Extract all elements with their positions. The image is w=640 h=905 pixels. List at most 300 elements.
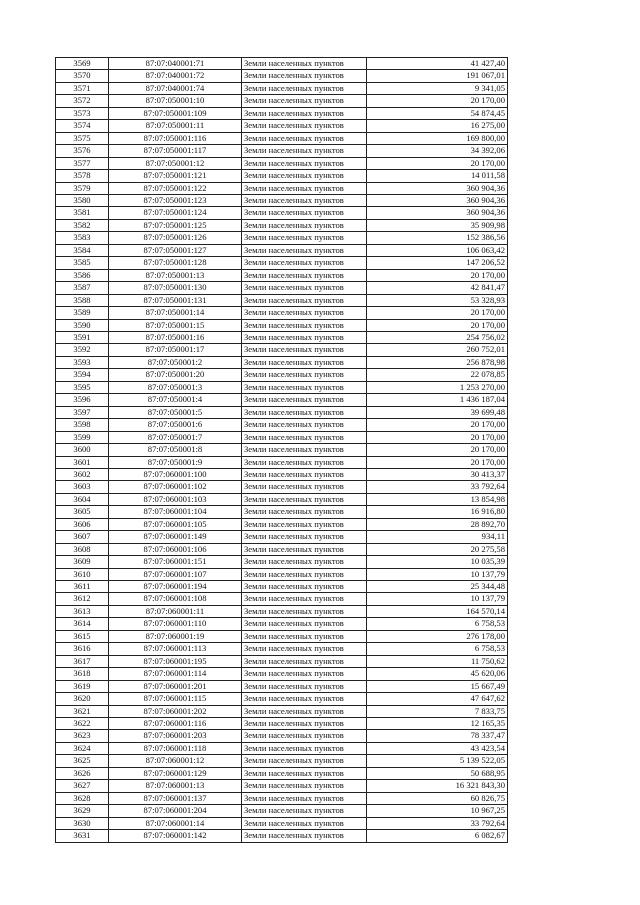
cadastral-number-cell: 87:07:060001:201 [109, 680, 242, 692]
row-number-cell: 3608 [56, 543, 109, 555]
cadastral-number-cell: 87:07:050001:128 [109, 257, 242, 269]
table-row [56, 605, 508, 617]
cadastral-value-cell: 10 137,79 [367, 593, 508, 605]
land-category-cell: Земли населенных пунктов [242, 120, 367, 132]
cadastral-number-cell: 87:07:050001:8 [109, 444, 242, 456]
land-category-cell: Земли населенных пунктов [242, 755, 367, 767]
table-row [56, 381, 508, 393]
table-row [56, 767, 508, 779]
land-category-cell: Земли населенных пунктов [242, 556, 367, 568]
row-number-cell: 3578 [56, 170, 109, 182]
cadastral-number-cell: 87:07:060001:114 [109, 668, 242, 680]
land-category-cell: Земли населенных пунктов [242, 132, 367, 144]
cadastral-value-cell: 45 620,06 [367, 668, 508, 680]
table-row [56, 294, 508, 306]
cadastral-value-cell: 6 758,53 [367, 643, 508, 655]
cadastral-value-cell: 54 874,45 [367, 107, 508, 119]
cadastral-value-cell: 50 688,95 [367, 767, 508, 779]
table-row [56, 830, 508, 842]
row-number-cell: 3629 [56, 805, 109, 817]
cadastral-value-cell: 15 667,49 [367, 680, 508, 692]
table-row [56, 468, 508, 480]
cadastral-value-cell: 22 078,85 [367, 369, 508, 381]
land-category-cell: Земли населенных пунктов [242, 693, 367, 705]
row-number-cell: 3574 [56, 120, 109, 132]
row-number-cell: 3631 [56, 830, 109, 842]
row-number-cell: 3604 [56, 493, 109, 505]
land-category-cell: Земли населенных пунктов [242, 680, 367, 692]
land-category-cell: Земли населенных пунктов [242, 456, 367, 468]
table-row [56, 369, 508, 381]
cadastral-value-cell: 35 909,98 [367, 219, 508, 231]
cadastral-number-cell: 87:07:050001:116 [109, 132, 242, 144]
table-row [56, 680, 508, 692]
land-category-cell: Земли населенных пунктов [242, 70, 367, 82]
cadastral-value-cell: 41 427,40 [367, 58, 508, 70]
cadastral-value-cell: 16 916,80 [367, 506, 508, 518]
row-number-cell: 3617 [56, 655, 109, 667]
table-row [56, 207, 508, 219]
land-category-cell: Земли населенных пунктов [242, 419, 367, 431]
row-number-cell: 3576 [56, 145, 109, 157]
table-row [56, 643, 508, 655]
cadastral-value-cell: 60 826,75 [367, 792, 508, 804]
land-category-cell: Земли населенных пунктов [242, 82, 367, 94]
cadastral-value-cell: 16 321 843,30 [367, 780, 508, 792]
land-category-cell: Земли населенных пунктов [242, 780, 367, 792]
land-category-cell: Земли населенных пунктов [242, 194, 367, 206]
row-number-cell: 3621 [56, 705, 109, 717]
row-number-cell: 3583 [56, 232, 109, 244]
table-row [56, 107, 508, 119]
land-category-cell: Земли населенных пунктов [242, 830, 367, 842]
row-number-cell: 3599 [56, 431, 109, 443]
cadastral-value-cell: 20 170,00 [367, 157, 508, 169]
row-number-cell: 3600 [56, 444, 109, 456]
cadastral-value-cell: 30 413,37 [367, 468, 508, 480]
cadastral-number-cell: 87:07:060001:115 [109, 693, 242, 705]
row-number-cell: 3585 [56, 257, 109, 269]
cadastral-value-cell: 254 756,02 [367, 331, 508, 343]
row-number-cell: 3625 [56, 755, 109, 767]
land-category-cell: Земли населенных пунктов [242, 581, 367, 593]
row-number-cell: 3582 [56, 219, 109, 231]
row-number-cell: 3579 [56, 182, 109, 194]
table-row [56, 319, 508, 331]
cadastral-value-cell: 20 170,00 [367, 456, 508, 468]
cadastral-value-cell: 6 758,53 [367, 618, 508, 630]
land-category-cell: Земли населенных пунктов [242, 157, 367, 169]
row-number-cell: 3622 [56, 718, 109, 730]
land-category-cell: Земли населенных пунктов [242, 568, 367, 580]
cadastral-number-cell: 87:07:050001:123 [109, 194, 242, 206]
cadastral-value-cell: 360 904,36 [367, 182, 508, 194]
cadastral-number-cell: 87:07:050001:7 [109, 431, 242, 443]
land-category-cell: Земли населенных пунктов [242, 356, 367, 368]
cadastral-number-cell: 87:07:060001:118 [109, 742, 242, 754]
cadastral-value-cell: 6 082,67 [367, 830, 508, 842]
land-category-cell: Земли населенных пунктов [242, 767, 367, 779]
land-category-cell: Земли населенных пунктов [242, 705, 367, 717]
row-number-cell: 3630 [56, 817, 109, 829]
table-row [56, 95, 508, 107]
row-number-cell: 3606 [56, 518, 109, 530]
land-category-cell: Земли населенных пунктов [242, 207, 367, 219]
cadastral-number-cell: 87:07:060001:107 [109, 568, 242, 580]
cadastral-value-cell: 16 275,00 [367, 120, 508, 132]
cadastral-value-cell: 12 165,35 [367, 718, 508, 730]
cadastral-value-cell: 152 386,56 [367, 232, 508, 244]
cadastral-value-cell: 20 170,00 [367, 444, 508, 456]
row-number-cell: 3623 [56, 730, 109, 742]
land-category-cell: Земли населенных пунктов [242, 718, 367, 730]
row-number-cell: 3613 [56, 605, 109, 617]
table-row [56, 82, 508, 94]
row-number-cell: 3580 [56, 194, 109, 206]
land-category-cell: Земли населенных пунктов [242, 481, 367, 493]
cadastral-value-cell: 1 436 187,04 [367, 394, 508, 406]
row-number-cell: 3611 [56, 581, 109, 593]
cadastral-number-cell: 87:07:050001:3 [109, 381, 242, 393]
land-category-cell: Земли населенных пунктов [242, 58, 367, 70]
cadastral-number-cell: 87:07:060001:113 [109, 643, 242, 655]
cadastral-number-cell: 87:07:060001:14 [109, 817, 242, 829]
cadastral-number-cell: 87:07:060001:194 [109, 581, 242, 593]
table-row [56, 282, 508, 294]
cadastral-number-cell: 87:07:050001:11 [109, 120, 242, 132]
table-row [56, 182, 508, 194]
cadastral-value-cell: 5 139 522,05 [367, 755, 508, 767]
land-category-cell: Земли населенных пунктов [242, 431, 367, 443]
row-number-cell: 3609 [56, 556, 109, 568]
land-category-cell: Земли населенных пунктов [242, 543, 367, 555]
cadastral-value-cell: 164 570,14 [367, 605, 508, 617]
cadastral-number-cell: 87:07:060001:110 [109, 618, 242, 630]
table-row [56, 406, 508, 418]
cadastral-number-cell: 87:07:050001:16 [109, 331, 242, 343]
table-row [56, 132, 508, 144]
cadastral-number-cell: 87:07:050001:2 [109, 356, 242, 368]
table-row [56, 493, 508, 505]
table-row [56, 780, 508, 792]
row-number-cell: 3610 [56, 568, 109, 580]
cadastral-number-cell: 87:07:050001:10 [109, 95, 242, 107]
cadastral-value-cell: 169 800,00 [367, 132, 508, 144]
land-category-cell: Земли населенных пунктов [242, 182, 367, 194]
cadastral-number-cell: 87:07:040001:71 [109, 58, 242, 70]
land-category-cell: Земли населенных пунктов [242, 294, 367, 306]
row-number-cell: 3598 [56, 419, 109, 431]
row-number-cell: 3593 [56, 356, 109, 368]
cadastral-value-cell: 20 170,00 [367, 431, 508, 443]
table-row [56, 630, 508, 642]
table-row [56, 145, 508, 157]
row-number-cell: 3570 [56, 70, 109, 82]
row-number-cell: 3581 [56, 207, 109, 219]
table-row [56, 356, 508, 368]
land-category-cell: Земли населенных пунктов [242, 107, 367, 119]
row-number-cell: 3597 [56, 406, 109, 418]
land-category-cell: Земли населенных пунктов [242, 593, 367, 605]
table-row [56, 170, 508, 182]
table-row [56, 742, 508, 754]
table-row [56, 444, 508, 456]
row-number-cell: 3628 [56, 792, 109, 804]
cadastral-number-cell: 87:07:050001:4 [109, 394, 242, 406]
cadastral-number-cell: 87:07:060001:195 [109, 655, 242, 667]
table-row [56, 593, 508, 605]
table-row [56, 431, 508, 443]
cadastral-number-cell: 87:07:060001:108 [109, 593, 242, 605]
cadastral-number-cell: 87:07:050001:6 [109, 419, 242, 431]
cadastral-value-cell: 934,11 [367, 531, 508, 543]
cadastral-number-cell: 87:07:050001:131 [109, 294, 242, 306]
row-number-cell: 3588 [56, 294, 109, 306]
land-category-cell: Земли населенных пунктов [242, 170, 367, 182]
cadastral-number-cell: 87:07:060001:13 [109, 780, 242, 792]
cadastral-value-cell: 20 170,00 [367, 95, 508, 107]
cadastral-number-cell: 87:07:060001:100 [109, 468, 242, 480]
row-number-cell: 3592 [56, 344, 109, 356]
cadastral-number-cell: 87:07:050001:126 [109, 232, 242, 244]
cadastral-value-cell: 10 035,39 [367, 556, 508, 568]
row-number-cell: 3605 [56, 506, 109, 518]
cadastral-value-cell: 14 011,58 [367, 170, 508, 182]
cadastral-number-cell: 87:07:050001:12 [109, 157, 242, 169]
row-number-cell: 3571 [56, 82, 109, 94]
land-registry-table [55, 57, 508, 843]
cadastral-value-cell: 43 423,54 [367, 742, 508, 754]
land-category-cell: Земли населенных пунктов [242, 244, 367, 256]
table-row [56, 755, 508, 767]
cadastral-value-cell: 11 750,62 [367, 655, 508, 667]
cadastral-number-cell: 87:07:050001:124 [109, 207, 242, 219]
table-row [56, 456, 508, 468]
table-row [56, 543, 508, 555]
table-row [56, 419, 508, 431]
land-category-cell: Земли населенных пунктов [242, 381, 367, 393]
cadastral-number-cell: 87:07:060001:103 [109, 493, 242, 505]
cadastral-value-cell: 260 752,01 [367, 344, 508, 356]
cadastral-number-cell: 87:07:050001:13 [109, 269, 242, 281]
row-number-cell: 3590 [56, 319, 109, 331]
table-row [56, 693, 508, 705]
cadastral-value-cell: 33 792,64 [367, 481, 508, 493]
row-number-cell: 3584 [56, 244, 109, 256]
table-row [56, 730, 508, 742]
cadastral-number-cell: 87:07:060001:204 [109, 805, 242, 817]
land-category-cell: Земли населенных пунктов [242, 742, 367, 754]
table-row [56, 394, 508, 406]
land-category-cell: Земли населенных пунктов [242, 331, 367, 343]
table-row [56, 518, 508, 530]
cadastral-value-cell: 20 170,00 [367, 419, 508, 431]
row-number-cell: 3569 [56, 58, 109, 70]
cadastral-value-cell: 1 253 270,00 [367, 381, 508, 393]
cadastral-value-cell: 25 344,48 [367, 581, 508, 593]
table-row [56, 556, 508, 568]
cadastral-value-cell: 78 337,47 [367, 730, 508, 742]
land-category-cell: Земли населенных пунктов [242, 668, 367, 680]
table-row [56, 718, 508, 730]
land-category-cell: Земли населенных пунктов [242, 805, 367, 817]
land-category-cell: Земли населенных пунктов [242, 518, 367, 530]
table-row [56, 805, 508, 817]
cadastral-number-cell: 87:07:050001:109 [109, 107, 242, 119]
cadastral-value-cell: 20 170,00 [367, 269, 508, 281]
cadastral-number-cell: 87:07:050001:130 [109, 282, 242, 294]
cadastral-number-cell: 87:07:060001:142 [109, 830, 242, 842]
table-row [56, 331, 508, 343]
row-number-cell: 3619 [56, 680, 109, 692]
land-category-cell: Земли населенных пунктов [242, 643, 367, 655]
row-number-cell: 3612 [56, 593, 109, 605]
table-row [56, 232, 508, 244]
cadastral-value-cell: 20 170,00 [367, 319, 508, 331]
cadastral-value-cell: 53 328,93 [367, 294, 508, 306]
cadastral-number-cell: 87:07:060001:105 [109, 518, 242, 530]
land-category-cell: Земли населенных пунктов [242, 493, 367, 505]
table-row [56, 219, 508, 231]
cadastral-value-cell: 34 392,06 [367, 145, 508, 157]
table-row [56, 307, 508, 319]
row-number-cell: 3591 [56, 331, 109, 343]
cadastral-value-cell: 33 792,64 [367, 817, 508, 829]
table-row [56, 506, 508, 518]
cadastral-number-cell: 87:07:050001:20 [109, 369, 242, 381]
row-number-cell: 3601 [56, 456, 109, 468]
row-number-cell: 3572 [56, 95, 109, 107]
land-category-cell: Земли населенных пунктов [242, 344, 367, 356]
table-row [56, 668, 508, 680]
land-category-cell: Земли населенных пунктов [242, 630, 367, 642]
cadastral-number-cell: 87:07:060001:149 [109, 531, 242, 543]
cadastral-value-cell: 42 841,47 [367, 282, 508, 294]
land-category-cell: Земли населенных пунктов [242, 95, 367, 107]
land-category-cell: Земли населенных пунктов [242, 444, 367, 456]
row-number-cell: 3614 [56, 618, 109, 630]
land-category-cell: Земли населенных пунктов [242, 618, 367, 630]
land-category-cell: Земли населенных пунктов [242, 257, 367, 269]
table-row [56, 269, 508, 281]
table-row [56, 568, 508, 580]
land-category-cell: Земли населенных пунктов [242, 468, 367, 480]
cadastral-number-cell: 87:07:040001:74 [109, 82, 242, 94]
cadastral-value-cell: 20 275,58 [367, 543, 508, 555]
table-row [56, 705, 508, 717]
land-category-cell: Земли населенных пунктов [242, 817, 367, 829]
land-category-cell: Земли населенных пунктов [242, 730, 367, 742]
land-category-cell: Земли населенных пунктов [242, 307, 367, 319]
table-row [56, 531, 508, 543]
land-category-cell: Земли населенных пунктов [242, 506, 367, 518]
land-category-cell: Земли населенных пунктов [242, 792, 367, 804]
cadastral-number-cell: 87:07:060001:116 [109, 718, 242, 730]
land-category-cell: Земли населенных пунктов [242, 369, 367, 381]
row-number-cell: 3615 [56, 630, 109, 642]
row-number-cell: 3587 [56, 282, 109, 294]
cadastral-value-cell: 20 170,00 [367, 307, 508, 319]
cadastral-number-cell: 87:07:060001:12 [109, 755, 242, 767]
row-number-cell: 3602 [56, 468, 109, 480]
row-number-cell: 3607 [56, 531, 109, 543]
row-number-cell: 3573 [56, 107, 109, 119]
cadastral-number-cell: 87:07:050001:122 [109, 182, 242, 194]
cadastral-number-cell: 87:07:060001:137 [109, 792, 242, 804]
land-category-cell: Земли населенных пунктов [242, 269, 367, 281]
cadastral-number-cell: 87:07:050001:5 [109, 406, 242, 418]
table-row [56, 194, 508, 206]
land-category-cell: Земли населенных пунктов [242, 145, 367, 157]
cadastral-value-cell: 360 904,36 [367, 194, 508, 206]
row-number-cell: 3575 [56, 132, 109, 144]
cadastral-value-cell: 39 699,48 [367, 406, 508, 418]
cadastral-value-cell: 47 647,62 [367, 693, 508, 705]
table-row [56, 481, 508, 493]
land-category-cell: Земли населенных пунктов [242, 232, 367, 244]
row-number-cell: 3594 [56, 369, 109, 381]
cadastral-number-cell: 87:07:060001:203 [109, 730, 242, 742]
cadastral-number-cell: 87:07:050001:17 [109, 344, 242, 356]
table-row [56, 157, 508, 169]
land-category-cell: Земли населенных пунктов [242, 605, 367, 617]
row-number-cell: 3595 [56, 381, 109, 393]
cadastral-number-cell: 87:07:060001:102 [109, 481, 242, 493]
cadastral-number-cell: 87:07:050001:117 [109, 145, 242, 157]
cadastral-value-cell: 10 137,79 [367, 568, 508, 580]
row-number-cell: 3589 [56, 307, 109, 319]
cadastral-number-cell: 87:07:060001:19 [109, 630, 242, 642]
cadastral-value-cell: 9 341,05 [367, 82, 508, 94]
land-category-cell: Земли населенных пунктов [242, 531, 367, 543]
cadastral-value-cell: 28 892,70 [367, 518, 508, 530]
table-row [56, 618, 508, 630]
row-number-cell: 3618 [56, 668, 109, 680]
land-category-cell: Земли населенных пунктов [242, 394, 367, 406]
table-row [56, 655, 508, 667]
row-number-cell: 3616 [56, 643, 109, 655]
table-body [56, 58, 508, 843]
row-number-cell: 3627 [56, 780, 109, 792]
row-number-cell: 3624 [56, 742, 109, 754]
row-number-cell: 3620 [56, 693, 109, 705]
cadastral-number-cell: 87:07:050001:9 [109, 456, 242, 468]
cadastral-value-cell: 147 206,52 [367, 257, 508, 269]
cadastral-value-cell: 191 067,01 [367, 70, 508, 82]
row-number-cell: 3596 [56, 394, 109, 406]
cadastral-value-cell: 256 878,98 [367, 356, 508, 368]
cadastral-value-cell: 276 178,00 [367, 630, 508, 642]
table-row [56, 70, 508, 82]
table-row [56, 344, 508, 356]
cadastral-number-cell: 87:07:050001:121 [109, 170, 242, 182]
table-row [56, 58, 508, 70]
land-category-cell: Земли населенных пунктов [242, 406, 367, 418]
cadastral-value-cell: 7 833,75 [367, 705, 508, 717]
cadastral-number-cell: 87:07:050001:125 [109, 219, 242, 231]
cadastral-number-cell: 87:07:060001:106 [109, 543, 242, 555]
cadastral-number-cell: 87:07:050001:14 [109, 307, 242, 319]
table-row [56, 817, 508, 829]
cadastral-number-cell: 87:07:060001:151 [109, 556, 242, 568]
cadastral-number-cell: 87:07:040001:72 [109, 70, 242, 82]
cadastral-number-cell: 87:07:060001:129 [109, 767, 242, 779]
land-category-cell: Земли населенных пунктов [242, 319, 367, 331]
cadastral-number-cell: 87:07:060001:104 [109, 506, 242, 518]
land-category-cell: Земли населенных пунктов [242, 282, 367, 294]
row-number-cell: 3603 [56, 481, 109, 493]
cadastral-number-cell: 87:07:050001:127 [109, 244, 242, 256]
